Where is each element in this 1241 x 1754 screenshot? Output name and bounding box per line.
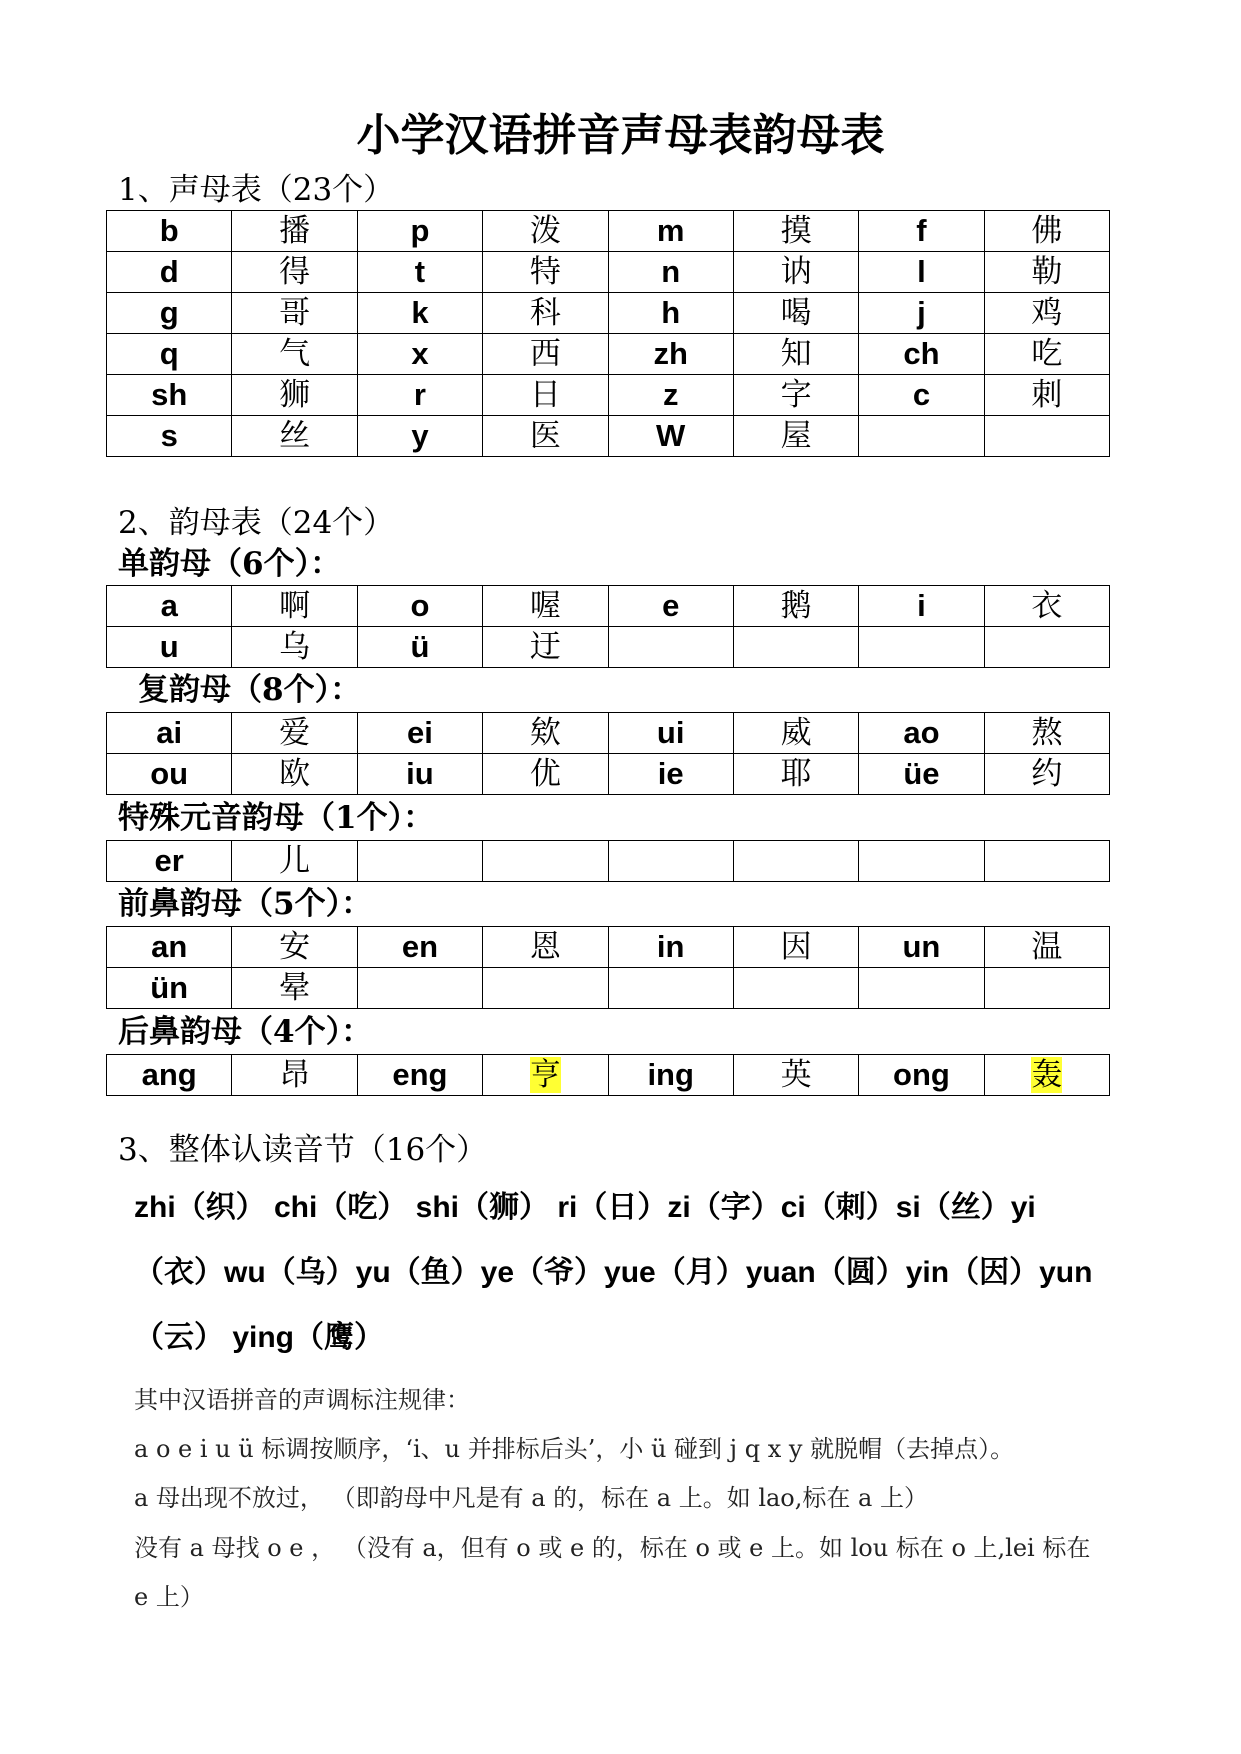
special-finals-heading: 特殊元音韵母（1个）： [118, 800, 435, 836]
hanzi-cell: 屋 [733, 416, 858, 457]
tone-rule-1: a o e i u ü 标调按顺序，‘i、u 并排标后头’，小 ü 碰到 j q x y 就脱帽（去掉点）。 [134, 1435, 1015, 1463]
hanzi-cell: 泼 [483, 211, 608, 252]
hanzi-cell [733, 968, 858, 1009]
hanzi-cell [984, 1055, 1109, 1096]
compound-finals-heading: 复韵母（8个）： [138, 672, 362, 708]
hanzi-cell: 耶 [733, 754, 858, 795]
pinyin-cell: p [357, 211, 482, 252]
pinyin-cell: l [859, 252, 984, 293]
whole-syllables-heading: 3、整体认读音节（16个） [118, 1132, 488, 1168]
single-finals-table [106, 585, 1110, 668]
hanzi-cell [984, 416, 1109, 457]
pinyin-cell: a [107, 586, 232, 627]
pinyin-cell [357, 841, 482, 882]
front-nasal-table [106, 926, 1110, 1009]
pinyin-cell: o [357, 586, 482, 627]
hanzi-cell: 吃 [984, 334, 1109, 375]
hanzi-cell: 日 [483, 375, 608, 416]
whole-syllables-line-2: （衣）wu（乌）yu（鱼）ye（爷）yue（月）yuan（圆）yin（因）yun [134, 1256, 1093, 1289]
back-nasal-table [106, 1054, 1110, 1096]
pinyin-cell: b [107, 211, 232, 252]
pinyin-cell: x [357, 334, 482, 375]
hanzi-cell: 讷 [733, 252, 858, 293]
hanzi-cell: 哥 [232, 293, 357, 334]
hanzi-cell: 医 [483, 416, 608, 457]
table-row [107, 754, 1110, 795]
table-row [107, 1055, 1110, 1096]
hanzi-cell: 鹅 [733, 586, 858, 627]
pinyin-cell: an [107, 927, 232, 968]
hanzi-cell [483, 1055, 608, 1096]
tone-rule-2: a 母出现不放过， （即韵母中凡是有 a 的，标在 a 上。如 lao,标在 a 上） [134, 1484, 928, 1512]
pinyin-cell: s [107, 416, 232, 457]
hanzi-cell: 气 [232, 334, 357, 375]
pinyin-cell: k [357, 293, 482, 334]
pinyin-cell: ui [608, 713, 733, 754]
hanzi-cell [984, 968, 1109, 1009]
hanzi-cell: 欧 [232, 754, 357, 795]
pinyin-cell [357, 968, 482, 1009]
pinyin-cell: m [608, 211, 733, 252]
pinyin-cell: un [859, 927, 984, 968]
table-row [107, 627, 1110, 668]
table-row [107, 968, 1110, 1009]
pinyin-cell: d [107, 252, 232, 293]
pinyin-cell [859, 841, 984, 882]
hanzi-cell: 字 [733, 375, 858, 416]
pinyin-cell: n [608, 252, 733, 293]
pinyin-cell: in [608, 927, 733, 968]
pinyin-cell: i [859, 586, 984, 627]
hanzi-cell: 欸 [483, 713, 608, 754]
front-nasal-heading: 前鼻韵母（5个）： [118, 886, 373, 922]
hanzi-cell: 乌 [232, 627, 357, 668]
hanzi-cell: 摸 [733, 211, 858, 252]
pinyin-cell: W [608, 416, 733, 457]
hanzi-cell: 儿 [232, 841, 357, 882]
hanzi-cell: 科 [483, 293, 608, 334]
pinyin-cell: ing [608, 1055, 733, 1096]
pinyin-cell: ei [357, 713, 482, 754]
pinyin-cell [608, 841, 733, 882]
hanzi-cell: 衣 [984, 586, 1109, 627]
hanzi-cell: 晕 [232, 968, 357, 1009]
special-finals-table [106, 840, 1110, 882]
hanzi-cell: 熬 [984, 713, 1109, 754]
hanzi-cell: 知 [733, 334, 858, 375]
pinyin-cell: eng [357, 1055, 482, 1096]
table-row [107, 713, 1110, 754]
pinyin-cell: ong [859, 1055, 984, 1096]
pinyin-cell: üe [859, 754, 984, 795]
pinyin-cell: q [107, 334, 232, 375]
hanzi-cell [483, 968, 608, 1009]
pinyin-cell: ao [859, 713, 984, 754]
hanzi-cell [483, 841, 608, 882]
pinyin-cell: ü [357, 627, 482, 668]
pinyin-cell: r [357, 375, 482, 416]
hanzi-cell: 恩 [483, 927, 608, 968]
pinyin-cell: ang [107, 1055, 232, 1096]
pinyin-cell: h [608, 293, 733, 334]
pinyin-cell: g [107, 293, 232, 334]
finals-heading: 2、韵母表（24个） [118, 505, 395, 541]
hanzi-cell: 狮 [232, 375, 357, 416]
pinyin-cell: er [107, 841, 232, 882]
whole-syllables-line-3: （云） ying（鹰） [134, 1321, 385, 1354]
pinyin-cell: c [859, 375, 984, 416]
highlighted-char: 轰 [1031, 1057, 1063, 1093]
hanzi-cell [984, 627, 1109, 668]
hanzi-cell: 丝 [232, 416, 357, 457]
tone-rule-3: 没有 a 母找 o e ， （没有 a，但有 o 或 e 的，标在 o 或 e 上。如 lou 标在 o 上,lei 标在 [134, 1534, 1091, 1562]
initials-heading: 1、声母表（23个） [118, 172, 395, 208]
compound-finals-table [106, 712, 1110, 795]
hanzi-cell: 喔 [483, 586, 608, 627]
table-row [107, 841, 1110, 882]
pinyin-cell: iu [357, 754, 482, 795]
hanzi-cell: 因 [733, 927, 858, 968]
hanzi-cell: 鸡 [984, 293, 1109, 334]
hanzi-cell: 温 [984, 927, 1109, 968]
hanzi-cell: 播 [232, 211, 357, 252]
table-row [107, 252, 1110, 293]
hanzi-cell: 特 [483, 252, 608, 293]
pinyin-cell: j [859, 293, 984, 334]
table-row [107, 375, 1110, 416]
table-row [107, 334, 1110, 375]
hanzi-cell: 安 [232, 927, 357, 968]
hanzi-cell [984, 841, 1109, 882]
hanzi-cell: 昂 [232, 1055, 357, 1096]
hanzi-cell [733, 627, 858, 668]
hanzi-cell: 喝 [733, 293, 858, 334]
pinyin-cell: zh [608, 334, 733, 375]
pinyin-cell [859, 416, 984, 457]
pinyin-cell: u [107, 627, 232, 668]
hanzi-cell: 优 [483, 754, 608, 795]
pinyin-cell [608, 627, 733, 668]
pinyin-cell: t [357, 252, 482, 293]
pinyin-cell: sh [107, 375, 232, 416]
table-row [107, 586, 1110, 627]
pinyin-cell [608, 968, 733, 1009]
hanzi-cell: 得 [232, 252, 357, 293]
page-title: 小学汉语拼音声母表韵母表 [356, 110, 885, 161]
hanzi-cell: 迂 [483, 627, 608, 668]
hanzi-cell [733, 841, 858, 882]
single-finals-heading: 单韵母（6个）： [118, 546, 342, 582]
back-nasal-heading: 后鼻韵母（4个）： [118, 1014, 373, 1050]
pinyin-cell: ch [859, 334, 984, 375]
highlighted-char: 亨 [529, 1057, 561, 1093]
pinyin-cell: y [357, 416, 482, 457]
hanzi-cell: 威 [733, 713, 858, 754]
tone-rule-4: e 上） [134, 1583, 204, 1611]
whole-syllables-line-1: zhi（织） chi（吃） shi（狮） ri（日）zi（字）ci（刺）si（丝）yi [134, 1191, 1036, 1224]
hanzi-cell: 啊 [232, 586, 357, 627]
hanzi-cell: 西 [483, 334, 608, 375]
hanzi-cell: 爱 [232, 713, 357, 754]
pinyin-cell: ai [107, 713, 232, 754]
pinyin-cell: z [608, 375, 733, 416]
pinyin-cell: ün [107, 968, 232, 1009]
table-row [107, 927, 1110, 968]
table-row [107, 293, 1110, 334]
pinyin-cell: en [357, 927, 482, 968]
pinyin-cell [859, 968, 984, 1009]
initials-table [106, 210, 1110, 457]
hanzi-cell: 约 [984, 754, 1109, 795]
hanzi-cell: 刺 [984, 375, 1109, 416]
pinyin-cell: f [859, 211, 984, 252]
pinyin-cell: e [608, 586, 733, 627]
table-row [107, 211, 1110, 252]
hanzi-cell: 英 [733, 1055, 858, 1096]
hanzi-cell: 佛 [984, 211, 1109, 252]
tone-rules-heading: 其中汉语拼音的声调标注规律： [134, 1386, 470, 1414]
pinyin-cell [859, 627, 984, 668]
pinyin-cell: ou [107, 754, 232, 795]
pinyin-cell: ie [608, 754, 733, 795]
hanzi-cell: 勒 [984, 252, 1109, 293]
table-row [107, 416, 1110, 457]
